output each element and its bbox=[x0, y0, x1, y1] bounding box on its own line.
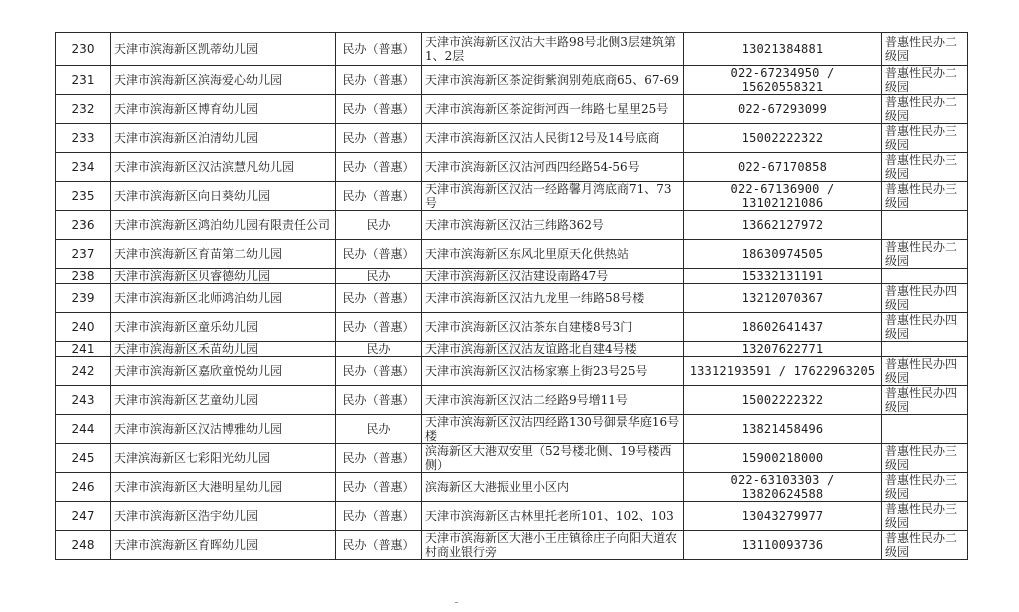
kindergarten-name-cell: 天津市滨海新区育苗第二幼儿园 bbox=[111, 240, 336, 269]
ownership-type-cell: 民办（普惠） bbox=[336, 66, 422, 95]
kindergarten-name-cell: 天津市滨海新区贝睿德幼儿园 bbox=[111, 269, 336, 284]
scan-mark bbox=[455, 602, 458, 603]
row-number-cell: 234 bbox=[56, 153, 111, 182]
ownership-type-cell: 民办（普惠） bbox=[336, 313, 422, 342]
row-number-cell: 236 bbox=[56, 211, 111, 240]
table-row bbox=[56, 357, 968, 386]
grade-level-cell bbox=[882, 269, 968, 284]
kindergarten-name-cell: 天津市滨海新区育晖幼儿园 bbox=[111, 531, 336, 560]
row-number-cell: 233 bbox=[56, 124, 111, 153]
phone-number-cell: 022-67170858 bbox=[684, 153, 882, 182]
phone-number-cell: 18602641437 bbox=[684, 313, 882, 342]
address-cell: 天津市滨海新区汉沽河西四经路54-56号 bbox=[422, 153, 684, 182]
address-cell: 滨海新区大港振业里小区内 bbox=[422, 473, 684, 502]
table-row bbox=[56, 95, 968, 124]
row-number-cell: 235 bbox=[56, 182, 111, 211]
ownership-type-cell: 民办（普惠） bbox=[336, 182, 422, 211]
kindergarten-name-cell: 天津市滨海新区向日葵幼儿园 bbox=[111, 182, 336, 211]
row-number-cell: 243 bbox=[56, 386, 111, 415]
phone-number-cell: 13207622771 bbox=[684, 342, 882, 357]
kindergarten-table bbox=[55, 32, 968, 560]
table-row bbox=[56, 386, 968, 415]
phone-number-cell: 022-67136900 / 13102121086 bbox=[684, 182, 882, 211]
table-row bbox=[56, 153, 968, 182]
row-number-cell: 242 bbox=[56, 357, 111, 386]
address-cell: 天津市滨海新区汉沽二经路9号增11号 bbox=[422, 386, 684, 415]
grade-level-cell: 普惠性民办二级园 bbox=[882, 531, 968, 560]
row-number-cell: 239 bbox=[56, 284, 111, 313]
kindergarten-name-cell: 天津市滨海新区汉沽滨慧凡幼儿园 bbox=[111, 153, 336, 182]
address-cell: 滨海新区大港双安里（52号楼北侧、19号楼西侧） bbox=[422, 444, 684, 473]
row-number-cell: 245 bbox=[56, 444, 111, 473]
table-row bbox=[56, 313, 968, 342]
address-cell: 天津市滨海新区汉沽九龙里一纬路58号楼 bbox=[422, 284, 684, 313]
row-number-cell: 232 bbox=[56, 95, 111, 124]
phone-number-cell: 13043279977 bbox=[684, 502, 882, 531]
table-row bbox=[56, 284, 968, 313]
address-cell: 天津市滨海新区汉沽一经路馨月湾底商71、73号 bbox=[422, 182, 684, 211]
table-row bbox=[56, 240, 968, 269]
row-number-cell: 231 bbox=[56, 66, 111, 95]
table-row bbox=[56, 473, 968, 502]
kindergarten-name-cell: 天津市滨海新区泊清幼儿园 bbox=[111, 124, 336, 153]
row-number-cell: 247 bbox=[56, 502, 111, 531]
ownership-type-cell: 民办（普惠） bbox=[336, 444, 422, 473]
phone-number-cell: 022-67234950 / 15620558321 bbox=[684, 66, 882, 95]
phone-number-cell: 13021384881 bbox=[684, 33, 882, 66]
table-row bbox=[56, 124, 968, 153]
ownership-type-cell: 民办（普惠） bbox=[336, 473, 422, 502]
grade-level-cell bbox=[882, 342, 968, 357]
ownership-type-cell: 民办（普惠） bbox=[336, 124, 422, 153]
kindergarten-name-cell: 天津滨海新区七彩阳光幼儿园 bbox=[111, 444, 336, 473]
address-cell: 天津市滨海新区茶淀街河西一纬路七星里25号 bbox=[422, 95, 684, 124]
grade-level-cell: 普惠性民办四级园 bbox=[882, 284, 968, 313]
kindergarten-name-cell: 天津市滨海新区艺童幼儿园 bbox=[111, 386, 336, 415]
ownership-type-cell: 民办（普惠） bbox=[336, 240, 422, 269]
ownership-type-cell: 民办 bbox=[336, 342, 422, 357]
kindergarten-name-cell: 天津市滨海新区凯蒂幼儿园 bbox=[111, 33, 336, 66]
row-number-cell: 240 bbox=[56, 313, 111, 342]
grade-level-cell bbox=[882, 415, 968, 444]
row-number-cell: 248 bbox=[56, 531, 111, 560]
address-cell: 天津市滨海新区东风北里原天化供热站 bbox=[422, 240, 684, 269]
kindergarten-name-cell: 天津市滨海新区浩宇幼儿园 bbox=[111, 502, 336, 531]
table-row bbox=[56, 342, 968, 357]
phone-number-cell: 15332131191 bbox=[684, 269, 882, 284]
table-row bbox=[56, 269, 968, 284]
row-number-cell: 244 bbox=[56, 415, 111, 444]
table-body bbox=[56, 33, 968, 560]
address-cell: 天津市滨海新区汉沽四经路130号御景华庭16号楼 bbox=[422, 415, 684, 444]
ownership-type-cell: 民办（普惠） bbox=[336, 502, 422, 531]
table-row bbox=[56, 415, 968, 444]
address-cell: 天津市滨海新区汉沽友谊路北自建4号楼 bbox=[422, 342, 684, 357]
ownership-type-cell: 民办（普惠） bbox=[336, 33, 422, 66]
ownership-type-cell: 民办（普惠） bbox=[336, 357, 422, 386]
grade-level-cell: 普惠性民办四级园 bbox=[882, 386, 968, 415]
kindergarten-name-cell: 天津市滨海新区禾苗幼儿园 bbox=[111, 342, 336, 357]
address-cell: 天津市滨海新区汉沽茶东自建楼8号3门 bbox=[422, 313, 684, 342]
address-cell: 天津市滨海新区古林里托老所101、102、103 bbox=[422, 502, 684, 531]
kindergarten-name-cell: 天津市滨海新区博育幼儿园 bbox=[111, 95, 336, 124]
kindergarten-name-cell: 天津市滨海新区北师鸿泊幼儿园 bbox=[111, 284, 336, 313]
phone-number-cell: 15002222322 bbox=[684, 386, 882, 415]
phone-number-cell: 13110093736 bbox=[684, 531, 882, 560]
grade-level-cell: 普惠性民办二级园 bbox=[882, 240, 968, 269]
grade-level-cell: 普惠性民办四级园 bbox=[882, 357, 968, 386]
grade-level-cell: 普惠性民办三级园 bbox=[882, 124, 968, 153]
grade-level-cell: 普惠性民办二级园 bbox=[882, 95, 968, 124]
phone-number-cell: 13312193591 / 17622963205 bbox=[684, 357, 882, 386]
address-cell: 天津市滨海新区大港小王庄镇徐庄子向阳大道农村商业银行旁 bbox=[422, 531, 684, 560]
address-cell: 天津市滨海新区汉沽杨家寨上街23号25号 bbox=[422, 357, 684, 386]
ownership-type-cell: 民办（普惠） bbox=[336, 531, 422, 560]
grade-level-cell: 普惠性民办二级园 bbox=[882, 66, 968, 95]
phone-number-cell: 022-67293099 bbox=[684, 95, 882, 124]
kindergarten-name-cell: 天津市滨海新区滨海爱心幼儿园 bbox=[111, 66, 336, 95]
row-number-cell: 238 bbox=[56, 269, 111, 284]
grade-level-cell: 普惠性民办三级园 bbox=[882, 444, 968, 473]
row-number-cell: 246 bbox=[56, 473, 111, 502]
ownership-type-cell: 民办 bbox=[336, 269, 422, 284]
kindergarten-name-cell: 天津市滨海新区嘉欣童悦幼儿园 bbox=[111, 357, 336, 386]
table-row bbox=[56, 444, 968, 473]
address-cell: 天津市滨海新区汉沽人民街12号及14号底商 bbox=[422, 124, 684, 153]
table-row bbox=[56, 66, 968, 95]
address-cell: 天津市滨海新区汉沽三纬路362号 bbox=[422, 211, 684, 240]
kindergarten-name-cell: 天津市滨海新区童乐幼儿园 bbox=[111, 313, 336, 342]
row-number-cell: 230 bbox=[56, 33, 111, 66]
table-row bbox=[56, 531, 968, 560]
grade-level-cell bbox=[882, 211, 968, 240]
kindergarten-name-cell: 天津市滨海新区汉沽博雅幼儿园 bbox=[111, 415, 336, 444]
address-cell: 天津市滨海新区汉沽大丰路98号北侧3层建筑第1、2层 bbox=[422, 33, 684, 66]
row-number-cell: 241 bbox=[56, 342, 111, 357]
table-row bbox=[56, 33, 968, 66]
address-cell: 天津市滨海新区汉沽建设南路47号 bbox=[422, 269, 684, 284]
table-row bbox=[56, 502, 968, 531]
address-cell: 天津市滨海新区茶淀街紫润别苑底商65、67-69 bbox=[422, 66, 684, 95]
grade-level-cell: 普惠性民办四级园 bbox=[882, 313, 968, 342]
phone-number-cell: 15002222322 bbox=[684, 124, 882, 153]
grade-level-cell: 普惠性民办三级园 bbox=[882, 473, 968, 502]
ownership-type-cell: 民办（普惠） bbox=[336, 153, 422, 182]
ownership-type-cell: 民办 bbox=[336, 415, 422, 444]
phone-number-cell: 15900218000 bbox=[684, 444, 882, 473]
ownership-type-cell: 民办（普惠） bbox=[336, 284, 422, 313]
phone-number-cell: 13821458496 bbox=[684, 415, 882, 444]
phone-number-cell: 18630974505 bbox=[684, 240, 882, 269]
grade-level-cell: 普惠性民办三级园 bbox=[882, 153, 968, 182]
phone-number-cell: 13212070367 bbox=[684, 284, 882, 313]
grade-level-cell: 普惠性民办二级园 bbox=[882, 33, 968, 66]
phone-number-cell: 13662127972 bbox=[684, 211, 882, 240]
table-row bbox=[56, 211, 968, 240]
table-row bbox=[56, 182, 968, 211]
ownership-type-cell: 民办（普惠） bbox=[336, 95, 422, 124]
kindergarten-name-cell: 天津市滨海新区大港明星幼儿园 bbox=[111, 473, 336, 502]
ownership-type-cell: 民办 bbox=[336, 211, 422, 240]
row-number-cell: 237 bbox=[56, 240, 111, 269]
grade-level-cell: 普惠性民办三级园 bbox=[882, 502, 968, 531]
phone-number-cell: 022-63103303 / 13820624588 bbox=[684, 473, 882, 502]
ownership-type-cell: 民办（普惠） bbox=[336, 386, 422, 415]
kindergarten-name-cell: 天津市滨海新区鸿泊幼儿园有限责任公司 bbox=[111, 211, 336, 240]
grade-level-cell: 普惠性民办三级园 bbox=[882, 182, 968, 211]
